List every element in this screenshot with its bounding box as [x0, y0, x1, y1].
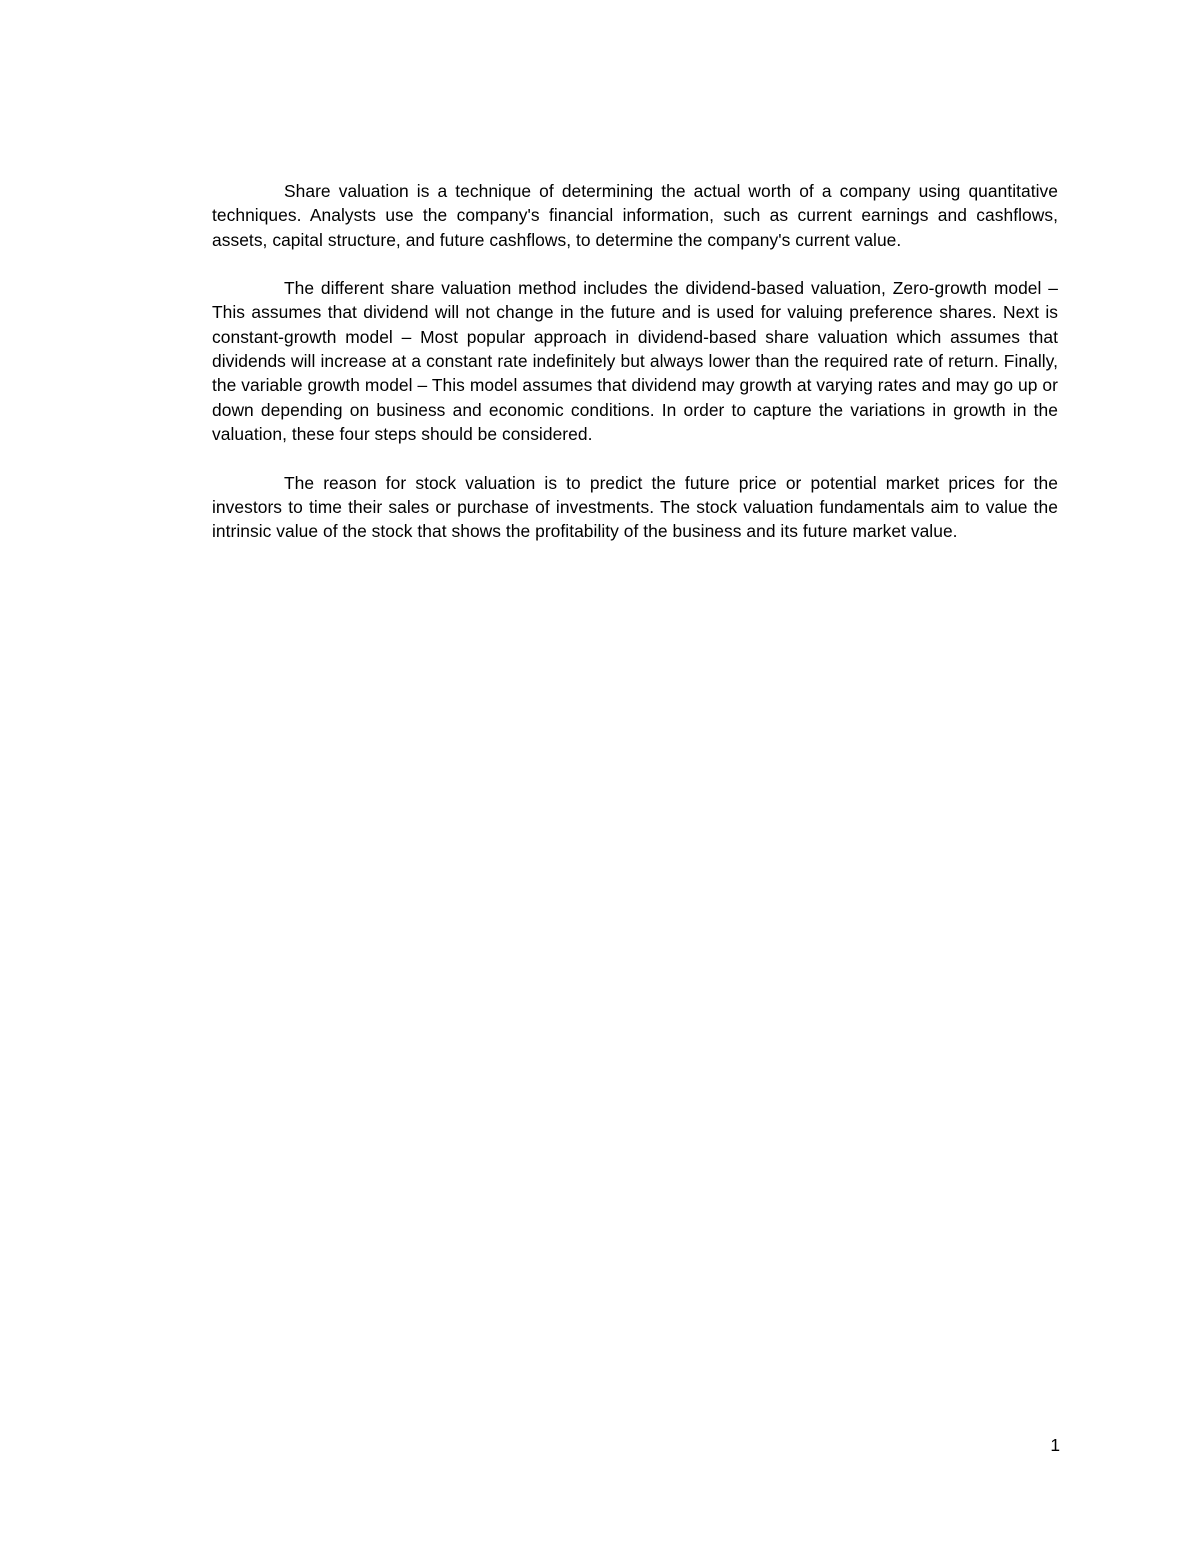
document-body	[212, 179, 1058, 568]
paragraph-share-valuation-definition: Share valuation is a technique of determining the actual worth of a company using quantitative techniques. Analysts use the company's financial information, such as current earnings and cashflows, assets, capital structure, and future cashflows, to determine the company's current value.	[212, 181, 1058, 250]
paragraph-valuation-methods: The different share valuation method includes the dividend-based valuation, Zero-growth model – This assumes that dividend will not change in the future and is used for valuing preference shares. Next is constant-growth model – Most popular approach in dividend-based share valuation which assumes that dividends will increase at a constant rate indefinitely but always lower than the required rate of return. Finally, the variable growth model – This model assumes that dividend may growth at varying rates and may go up or down depending on business and economic conditions. In order to capture the variations in growth in the valuation, these four steps should be considered.	[212, 278, 1058, 444]
paragraph-valuation-purpose: The reason for stock valuation is to predict the future price or potential market prices for the investors to time their sales or purchase of investments. The stock valuation fundamentals aim to value the intrinsic value of the stock that shows the profitability of the business and its future market value.	[212, 472, 1058, 542]
page-number: 1	[1050, 1435, 1060, 1455]
